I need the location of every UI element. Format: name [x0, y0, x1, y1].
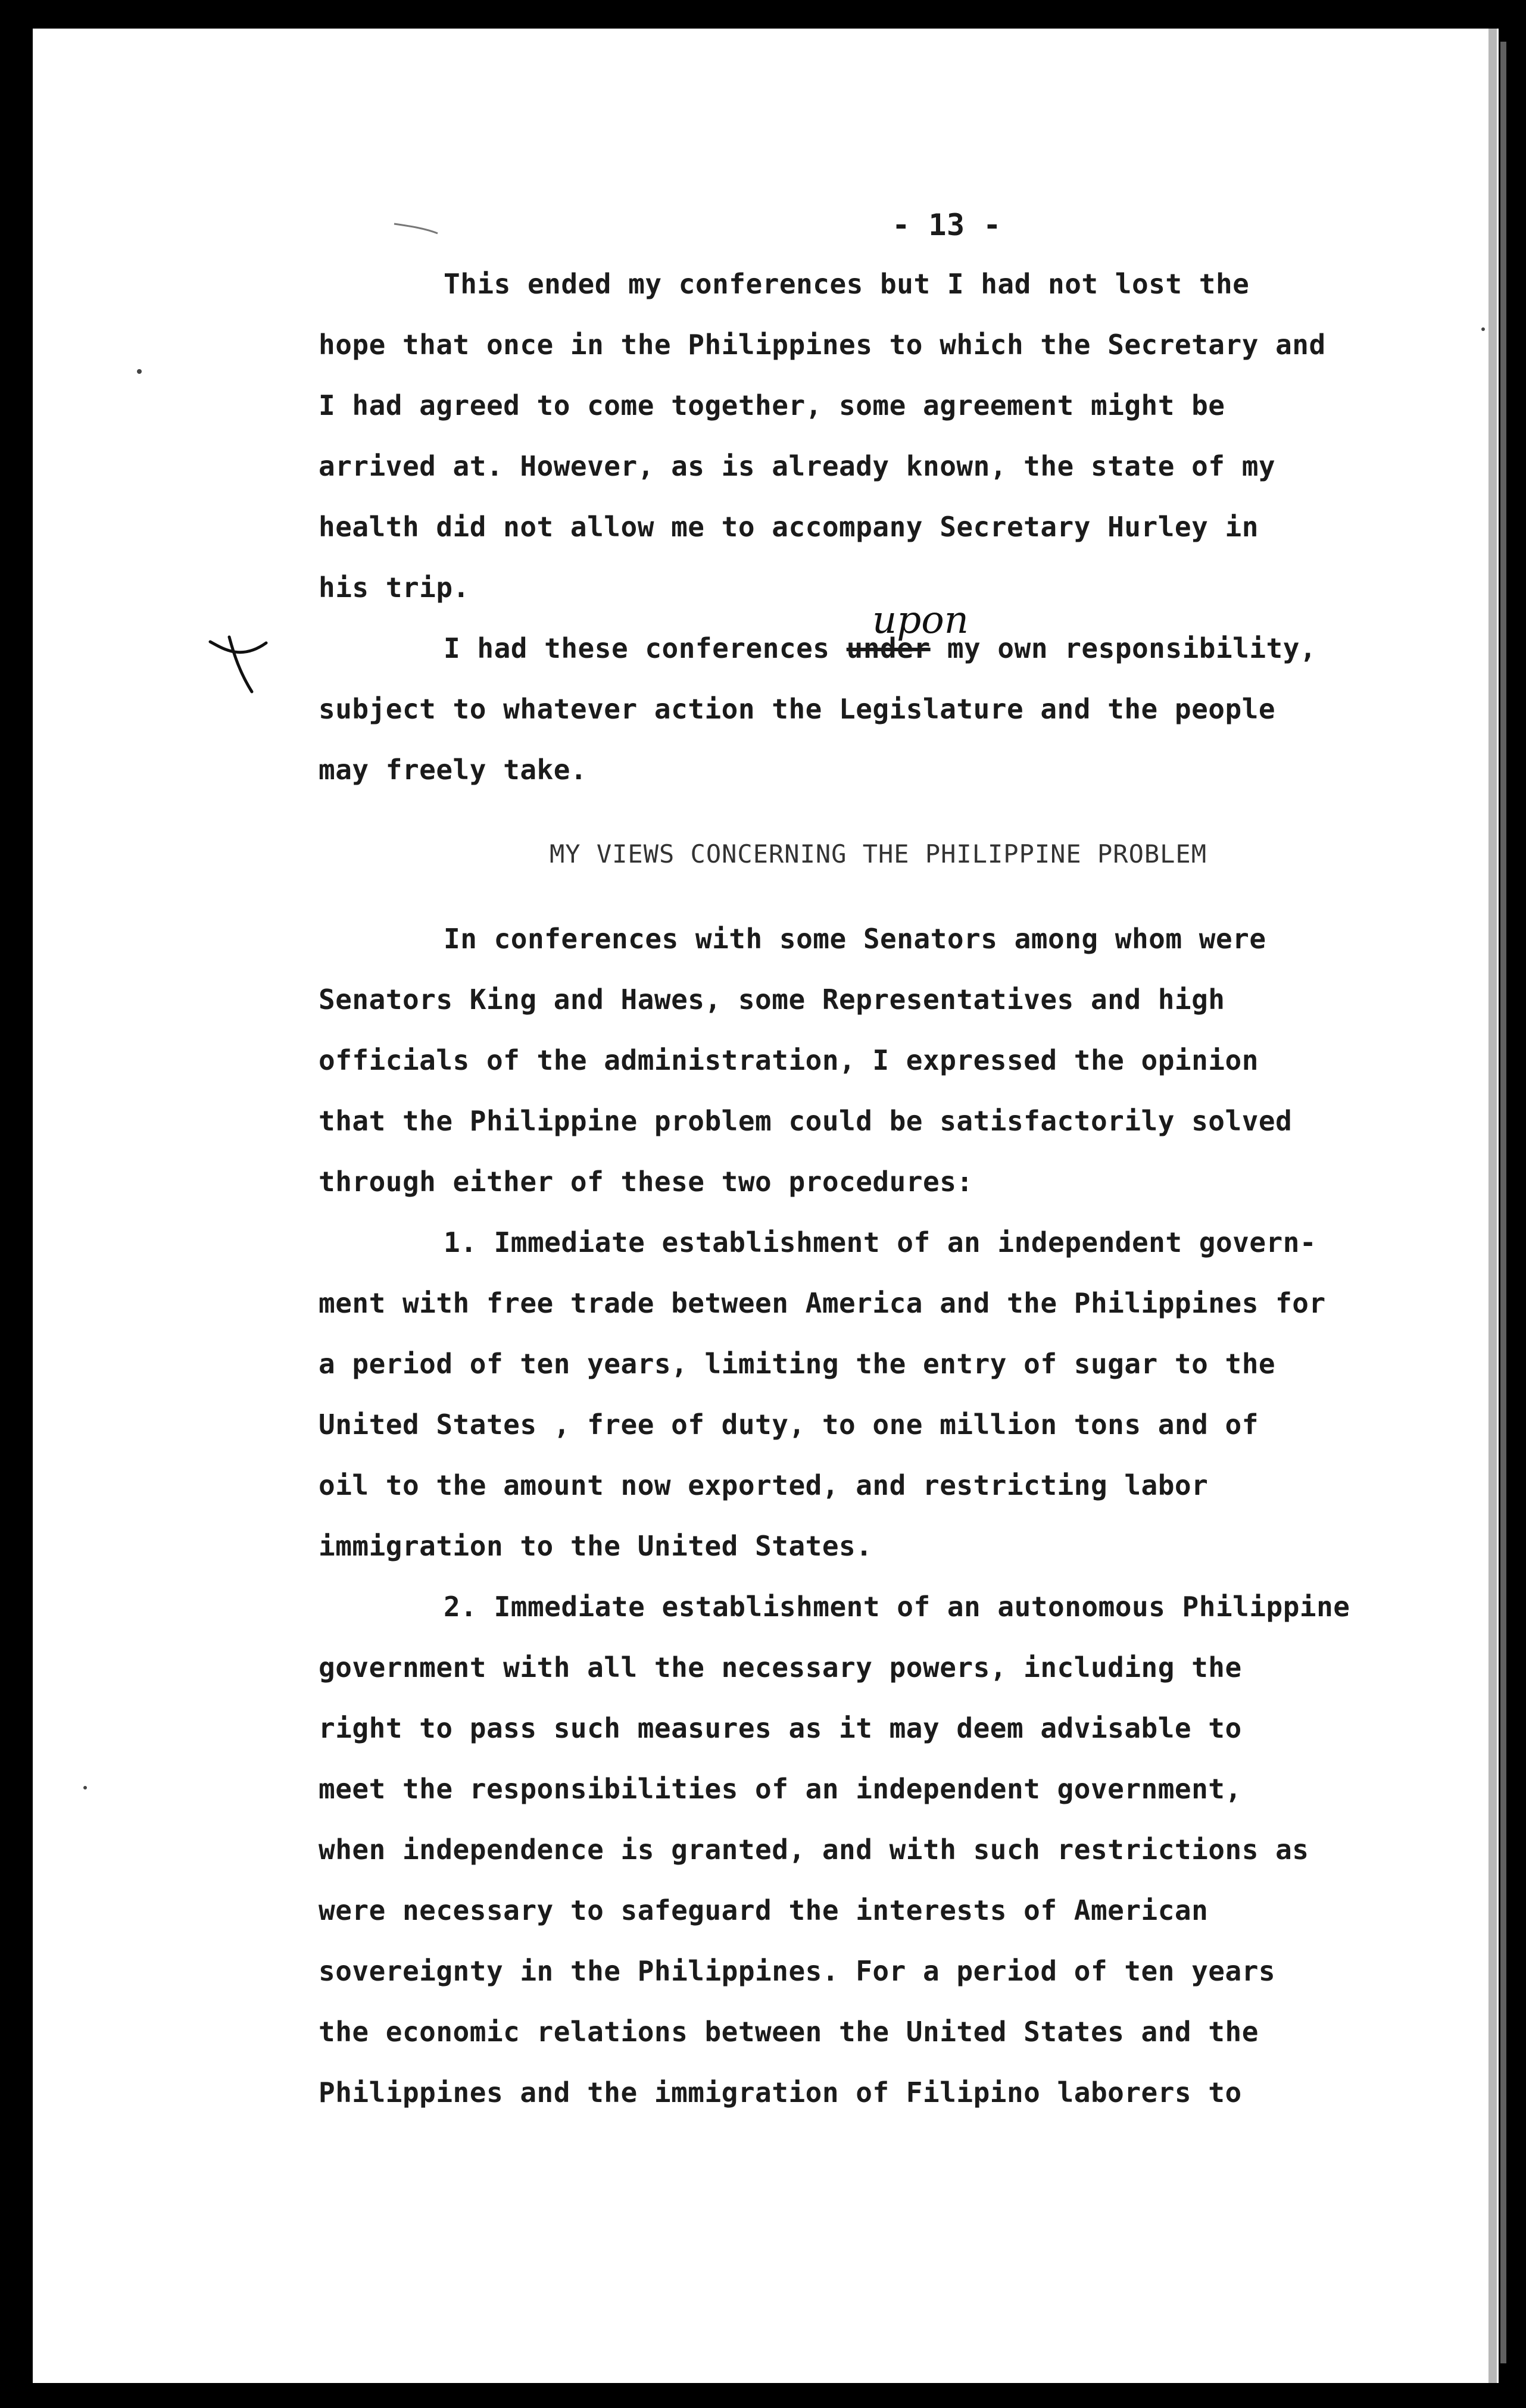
paragraph-conferences-ended	[319, 254, 1438, 618]
paper-speck	[83, 1786, 87, 1789]
paragraph-procedure-1	[319, 1212, 1438, 1576]
text-line: meet the responsibilities of an independent government,	[319, 1773, 1242, 1805]
text-line: oil to the amount now exported, and restricting labor	[319, 1469, 1209, 1501]
text-line: government with all the necessary powers, including the	[319, 1651, 1242, 1684]
text-line: 2. Immediate establishment of an autonomous Philippine	[444, 1591, 1350, 1623]
text-line: that the Philippine problem could be satisfactorily solved	[319, 1105, 1293, 1137]
text-line: health did not allow me to accompany Secretary Hurley in	[319, 511, 1259, 543]
text-line: Senators King and Hawes, some Representatives and high	[319, 983, 1225, 1016]
handwritten-x-mark	[205, 631, 271, 697]
text-line: right to pass such measures as it may deem advisable to	[319, 1712, 1242, 1744]
section-heading: MY VIEWS CONCERNING THE PHILIPPINE PROBLEM	[549, 839, 1207, 869]
text-line: This ended my conferences but I had not lost the	[444, 268, 1250, 300]
paper-speck	[1481, 327, 1485, 331]
handwritten-correction-upon: upon	[872, 598, 969, 642]
struck-word: under	[846, 632, 931, 664]
text-line: Philippines and the immigration of Filipino laborers to	[319, 2076, 1242, 2109]
text-fragment: I had these conferences	[444, 632, 847, 664]
text-line: sovereignty in the Philippines. For a period of ten years	[319, 1955, 1276, 1987]
text-line: his trip.	[319, 571, 470, 604]
text-line: ment with free trade between America and the Philippines for	[319, 1287, 1326, 1319]
paper-speck	[137, 369, 142, 374]
text-line: I had agreed to come together, some agreement might be	[319, 389, 1225, 421]
document-body	[319, 196, 1438, 2123]
text-line	[319, 618, 1438, 679]
page-edge-shadow	[1488, 29, 1497, 2383]
text-line: hope that once in the Philippines to which the Secretary and	[319, 329, 1326, 361]
text-line: through either of these two procedures:	[319, 1166, 973, 1198]
text-fragment: my own responsibility,	[930, 632, 1317, 664]
paragraph-procedure-2	[319, 1576, 1438, 2123]
text-line: immigration to the United States.	[319, 1530, 873, 1562]
text-line: the economic relations between the United States and the	[319, 2016, 1259, 2048]
page-edge-shadow-dark	[1500, 42, 1506, 2363]
text-line: arrived at. However, as is already known, the state of my	[319, 450, 1276, 482]
text-line: United States , free of duty, to one million tons and of	[319, 1408, 1259, 1441]
paragraph-own-responsibility	[319, 618, 1438, 800]
text-line: may freely take.	[319, 754, 588, 786]
paragraph-senators	[319, 908, 1438, 1212]
text-line: when independence is granted, and with such restrictions as	[319, 1834, 1309, 1866]
text-line: were necessary to safeguard the interests of American	[319, 1894, 1209, 1926]
text-line: officials of the administration, I expressed the opinion	[319, 1044, 1259, 1076]
text-line: subject to whatever action the Legislature and the people	[319, 693, 1276, 725]
text-line: a period of ten years, limiting the entry of sugar to the	[319, 1348, 1276, 1380]
text-line: In conferences with some Senators among whom were	[444, 923, 1266, 955]
text-line: 1. Immediate establishment of an independent govern-	[444, 1226, 1317, 1258]
page-number: - 13 -	[892, 208, 1001, 242]
